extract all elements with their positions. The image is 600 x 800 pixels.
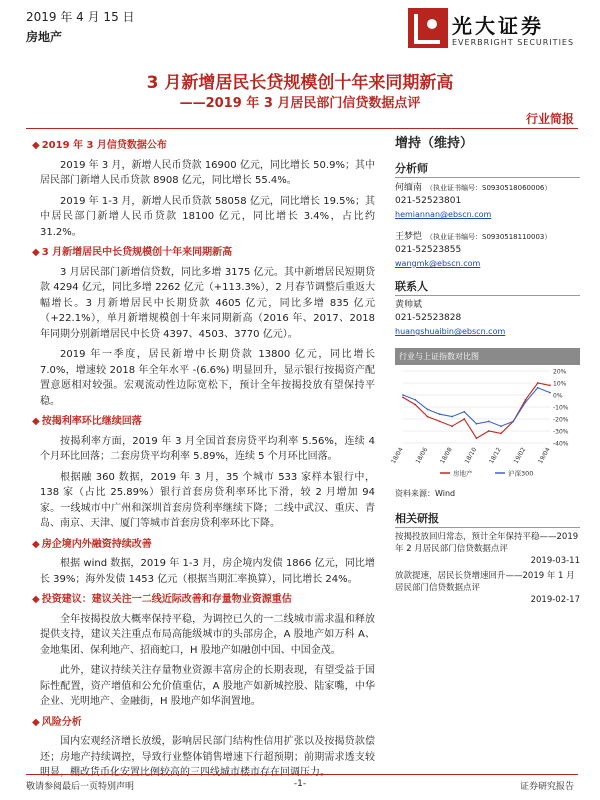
sidebar — [390, 135, 580, 609]
data-point — [476, 423, 478, 425]
data-point — [451, 416, 453, 418]
report-date: 2019 年 4 月 15 日 — [26, 10, 135, 24]
diamond-bullet-icon: ◆ — [32, 247, 40, 258]
related-report-link[interactable]: 按揭投放回归常态，预计全年保持平稳——2019 年 2 月居民部门信贷数据点评 — [395, 532, 579, 554]
data-point — [439, 413, 441, 415]
related-report-link[interactable]: 放款提速，居民长贷增速回升——2019 年 1 月居民部门信贷数据点评 — [395, 571, 575, 593]
related-report-date: 2019-02-17 — [530, 595, 580, 605]
diamond-bullet-icon: ◆ — [32, 538, 40, 550]
x-tick-label: 18/06 — [414, 446, 430, 465]
x-tick-label: 18/04 — [390, 446, 405, 465]
data-point — [463, 411, 465, 413]
logo-chinese-text: 光大证券 — [452, 14, 544, 38]
analyst-phone: 021-52523855 — [395, 245, 462, 255]
data-point — [549, 385, 551, 387]
y-tick-label: -30% — [553, 428, 569, 436]
data-point — [500, 433, 502, 435]
data-point — [427, 416, 429, 418]
data-point — [414, 399, 416, 401]
paragraph: 此外，建议持续关注存量物业资源丰富房企的长期表现，有望受益于国际性配置，资产增值和公允价值重估，A 股地产如新城控股、陆家嘴，中华企业、光明地产、金融街，H 股地产如华润置地。 — [40, 665, 375, 707]
company-logo — [408, 8, 578, 56]
sector-label: 房地产 — [26, 30, 63, 44]
diamond-bullet-icon: ◆ — [32, 716, 40, 728]
y-tick-label: 20% — [553, 368, 567, 376]
y-tick-label: -20% — [553, 416, 569, 424]
data-point — [488, 430, 490, 432]
contact-name: 黄帅斌 — [395, 300, 423, 310]
x-tick-label: 19/02 — [512, 446, 528, 465]
header-divider — [26, 128, 578, 129]
paragraph: 根据 wind 数据，2019 年 1-3 月，房企境内发债 1866 亿元，同比增长 39%；海外发债 1453 亿元（根据当期汇率换算），同比增长 24%。 — [40, 558, 375, 585]
diamond-bullet-icon: ◆ — [32, 416, 40, 427]
section-heading: ◆ 房企境内外融资持续改善 — [32, 538, 152, 550]
x-tick-label: 19/04 — [537, 446, 552, 465]
report-subtitle: ——2019 年 3 月居民部门信贷数据点评 — [179, 96, 421, 111]
page-number: -1- — [293, 779, 307, 789]
y-tick-label: -10% — [553, 404, 569, 412]
x-tick-label: 18/08 — [439, 446, 454, 465]
diamond-bullet-icon: ◆ — [32, 594, 40, 605]
contact-phone: 021-52523828 — [395, 313, 462, 323]
data-point — [476, 437, 478, 439]
data-point — [537, 382, 539, 384]
paragraph: 2019 年一季度，居民新增中长期贷款 13800 亿元，同比增长 7.0%，增速较 2018 年全年水平 -(6.6%) 明显回升，显示银行按揭资产配置意愿相对较强。宏观流动性边际宽松下，预计全年按揭投放有望保持平稳。 — [40, 349, 375, 407]
related-reports-heading: 相关研报 — [395, 512, 580, 528]
y-tick-label: 10% — [553, 380, 567, 388]
analyst-email-link[interactable]: wangmk@ebscn.com — [395, 259, 481, 268]
paragraph: 全年按揭投放大概率保持平稳，为调控已久的一二线城市需求温和释放提供支持，建议关注重点布局高能级城市的头部房企，A 股地产如万科 A、金地集团、保利地产、招商蛇口，H 股地产如融创中国、中国金茂。 — [40, 613, 375, 656]
data-point — [549, 392, 551, 394]
series-line — [403, 383, 550, 438]
chart-source: 资料来源：Wind — [395, 489, 456, 498]
section-heading: ◆ 投资建议：建议关注一二线近际改善和存量物业资源重估 — [32, 594, 292, 605]
x-tick-label: 18/12 — [488, 446, 503, 465]
legend-label: 沪深300 — [508, 469, 534, 478]
legend-label: 房地产 — [453, 469, 473, 478]
paragraph: 2019 年 1-3 月，新增人民币贷款 58058 亿元，同比增长 19.5%；其中居民部门新增人民币贷款 18100 亿元，同比增长 3.4%，占比约 31.2%。 — [40, 195, 375, 238]
data-point — [439, 421, 441, 423]
analysts-heading: 分析师 — [395, 162, 580, 178]
main-column — [32, 135, 375, 786]
data-point — [451, 425, 453, 427]
logo-english-text: EVERBRIGHT SECURITIES — [452, 38, 575, 47]
analyst-name: 何缅南 （执业证书编号：S0930518060006） — [395, 183, 552, 193]
data-point — [402, 397, 404, 399]
report-title: 3 月新增居民长贷规模创十年来同期新高 — [146, 73, 454, 93]
analyst-name: 王梦恺 （执业证书编号：S0930518110003） — [395, 232, 552, 242]
contact-heading: 联系人 — [395, 280, 580, 296]
report-type: 行业简报 — [525, 112, 574, 126]
paragraph: 根据融 360 数据，2019 年 3 月，35 个城市 533 家样本银行中，138 家（占比 25.89%）银行首套房贷利率环比下滑，较 2 月增加 94 家。一线城市中广州和深圳首套房贷利率继续下降；二线中武汉、重庆、青岛、南京、天津、厦门等城市首套房贷利率环比下降。 — [40, 471, 375, 529]
data-point — [414, 404, 416, 406]
data-point — [512, 421, 514, 423]
section-heading: ◆ 3 月新增居民中长贷规模创十年来同期新高 — [32, 247, 233, 258]
section-heading: ◆ 按揭利率环比继续回落 — [32, 416, 142, 427]
footer-disclaimer: 敬请参阅最后一页特别声明 — [26, 782, 135, 792]
data-point — [488, 421, 490, 423]
section-heading: ◆ 2019 年 3 月信贷数据公布 — [32, 140, 167, 151]
analyst-email-link[interactable]: hemiannan@ebscn.com — [395, 210, 492, 219]
footer-divider — [26, 774, 578, 775]
data-point — [537, 387, 539, 389]
related-report-date: 2019-03-11 — [530, 556, 580, 566]
chart-svg — [390, 365, 580, 483]
data-point — [525, 401, 527, 403]
paragraph: 2019 年 3 月，新增人民币贷款 16900 亿元，同比增长 50.9%；其中居民部门新增人民币贷款 8908 亿元，同比增长 55.4%。 — [40, 159, 375, 186]
y-tick-label: -40% — [553, 440, 569, 448]
footer-report-label: 证券研究报告 — [519, 782, 574, 792]
analyst-phone: 021-52523801 — [395, 196, 462, 206]
data-point — [500, 425, 502, 427]
diamond-bullet-icon: ◆ — [32, 140, 40, 151]
data-point — [525, 399, 527, 401]
index-comparison-chart — [390, 348, 580, 483]
paragraph: 按揭利率方面，2019 年 3 月全国首套房贷平均利率 5.56%，连续 4 个月环比回落；二套房贷平均利率 5.89%，连续 5 个月环比回落。 — [40, 435, 375, 462]
rating: 增持（维持） — [395, 136, 474, 151]
contact-email-link[interactable]: huangshuaibin@ebscn.com — [395, 327, 506, 336]
data-point — [402, 394, 404, 396]
y-tick-label: 0% — [553, 392, 563, 400]
x-tick-label: 18/10 — [463, 446, 479, 465]
data-point — [463, 418, 465, 420]
data-point — [427, 409, 429, 411]
everbright-logo-icon — [408, 8, 448, 48]
paragraph: 3 月居民部门新增信贷数，同比多增 3175 亿元。其中新增居民短期贷款 4294 亿元，同比多增 2262 亿元（+113.3%），2 月春节调整后重返大幅增长。3 月新增居民中长期贷款 4605 亿元，同比多增 835 亿元（+22.1%），单月新增规模创十年来同期新高（2016 年、2017、2018 年同期分别新增居民中长贷 4397、4503、3770 亿元）。 — [40, 266, 375, 340]
paragraph: 国内宏观经济增长放缓，影响居民部门结构性信用扩张以及按揭贷款偿还；房地产持续调控，导致行业整体销售增速下行超预期；前期需求透支较明显，棚改货币化安置比例较高的三四线城市楼市存在回调压力。 — [40, 736, 375, 778]
chart-title: 行业与上证指数对比图 — [395, 348, 580, 365]
section-heading: ◆ 风险分析 — [32, 716, 82, 728]
